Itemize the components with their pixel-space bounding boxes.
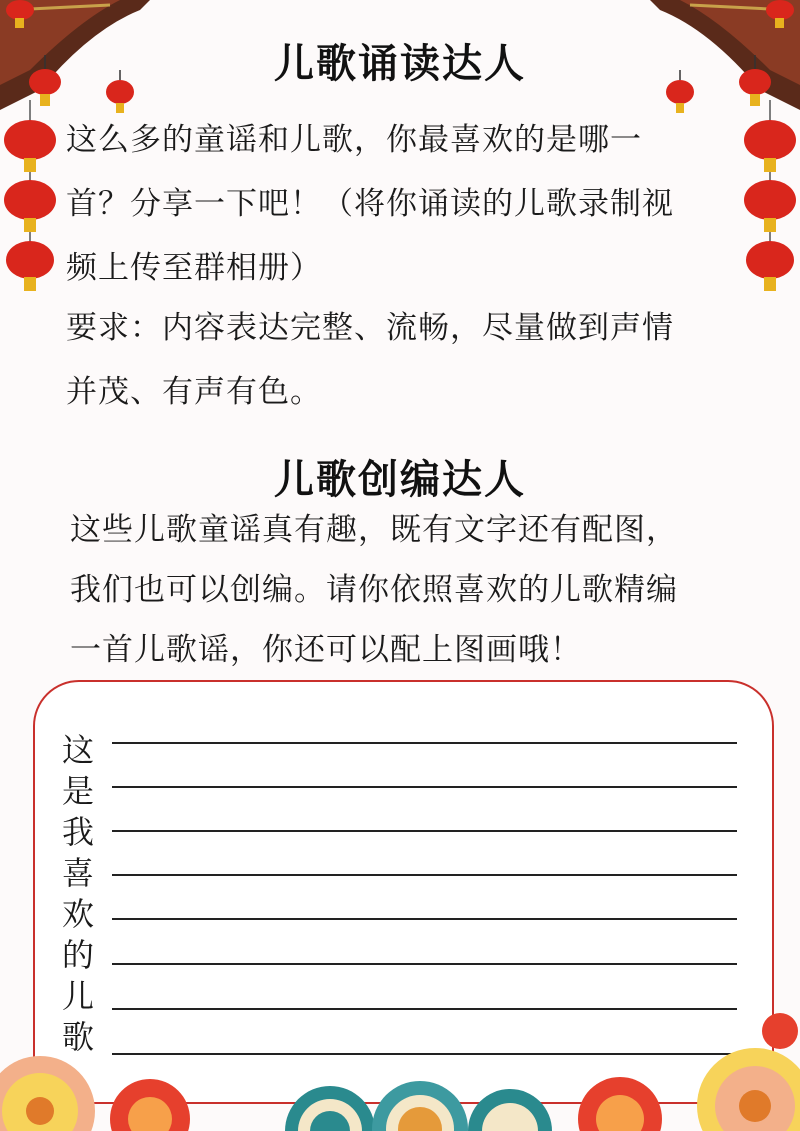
chrysanthemum-icon	[697, 1048, 800, 1131]
paragraph-line: 我们也可以创编。请你依照喜欢的儿歌精编	[70, 572, 678, 608]
bottom-decoration	[0, 1001, 800, 1131]
section-title-reading: 儿歌诵读达人	[274, 41, 526, 87]
reading-requirement-paragraph	[66, 296, 776, 424]
paragraph-line: 首？分享一下吧！（将你诵读的儿歌录制视	[66, 186, 674, 222]
label-char: 我	[61, 813, 94, 851]
paragraph-line: 并茂、有声有色。	[66, 374, 322, 410]
chrysanthemum-icon	[578, 1077, 662, 1131]
writing-line[interactable]	[112, 918, 737, 920]
paragraph-line: 这么多的童谣和儿歌，你最喜欢的是哪一	[66, 122, 642, 158]
paragraph-line: 这些儿歌童谣真有趣，既有文字还有配图，	[70, 512, 678, 548]
label-char: 儿	[61, 977, 94, 1015]
chrysanthemum-icon	[0, 1056, 95, 1131]
writing-line[interactable]	[112, 742, 737, 744]
paragraph-line: 频上传至群相册）	[66, 250, 322, 286]
writing-line[interactable]	[112, 786, 737, 788]
chrysanthemum-icon	[762, 1013, 798, 1049]
label-char: 欢	[61, 895, 94, 933]
label-char: 是	[61, 772, 94, 810]
creation-task-paragraph	[70, 500, 780, 680]
writing-line[interactable]	[112, 874, 737, 876]
writing-line[interactable]	[112, 963, 737, 965]
reading-task-paragraph	[66, 108, 776, 300]
writing-line[interactable]	[112, 830, 737, 832]
label-char: 的	[61, 936, 94, 974]
paragraph-line: 一首儿歌谣，你还可以配上图画哦！	[70, 632, 582, 668]
label-char: 这	[61, 731, 94, 769]
cloud-wave-icon	[285, 1081, 552, 1131]
label-char: 歌	[61, 1018, 94, 1056]
lantern-string-left-icon	[0, 100, 60, 300]
label-char: 喜	[61, 854, 94, 892]
paragraph-line: 要求：内容表达完整、流畅，尽量做到声情	[66, 310, 674, 346]
section-title-creation: 儿歌创编达人	[274, 457, 526, 503]
chrysanthemum-icon	[110, 1079, 190, 1131]
